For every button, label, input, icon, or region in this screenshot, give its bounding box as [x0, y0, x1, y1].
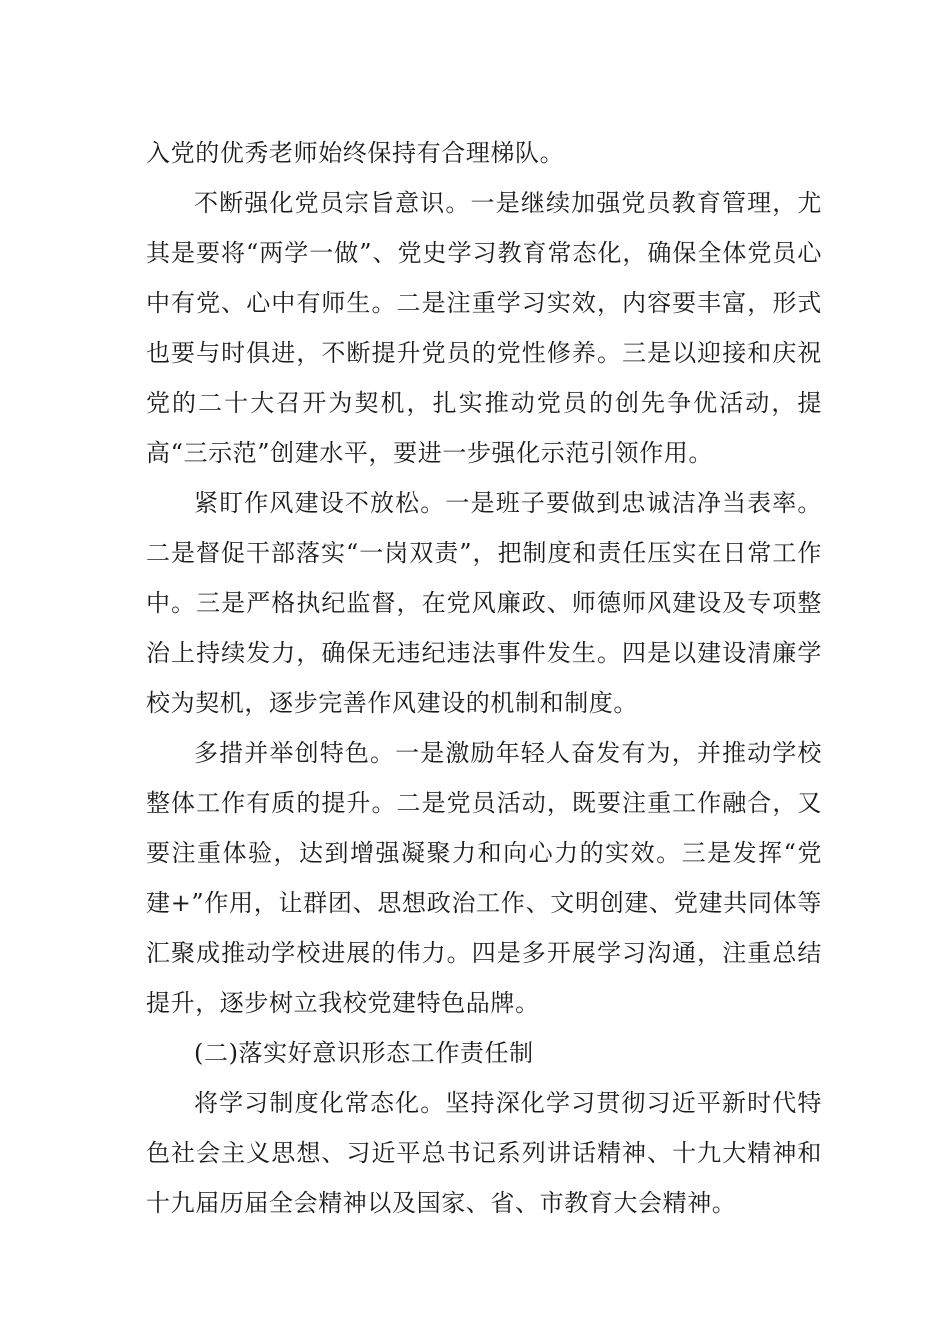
- section-heading-ideology: (二)落实好意识形态工作责任制: [194, 1039, 534, 1067]
- document-body: [146, 128, 822, 1228]
- paragraph-features: 多措并举创特色。一是激励年轻人奋发有为，并推动学校整体工作有质的提升。二是党员活动，既要注重工作融合，又要注重体验，达到增强凝聚力和向心力的实效。三是发挥“党建+”作用，让群团、思想政治工作、文明创建、党建共同体等汇聚成推动学校进展的伟力。四是多开展学习沟通，注重总结提升，逐步树立我校党建特色品牌。: [146, 739, 822, 1017]
- paragraph-continuation: 入党的优秀老师始终保持有合理梯队。: [146, 139, 565, 167]
- paragraph-study-routine: 将学习制度化常态化。坚持深化学习贯彻习近平新时代特色社会主义思想、习近平总书记系列讲话精神、十九大精神和十九届历届全会精神以及国家、省、市教育大会精神。: [146, 1089, 822, 1217]
- paragraph-party-purpose: 不断强化党员宗旨意识。一是继续加强党员教育管理，尤其是要将“两学一做”、党史学习教育常态化，确保全体党员心中有党、心中有师生。二是注重学习实效，内容要丰富，形式也要与时俱进，不断提升党员的党性修养。三是以迎接和庆祝党的二十大召开为契机，扎实推动党员的创先争优活动，提高“三示范”创建水平，要进一步强化示范引领作用。: [146, 189, 822, 467]
- paragraph-work-style: 紧盯作风建设不放松。一是班子要做到忠诚洁净当表率。二是督促干部落实“一岗双责”，把制度和责任压实在日常工作中。三是严格执纪监督，在党风廉政、师德师风建设及专项整治上持续发力，确保无违纪违法事件发生。四是以建设清廉学校为契机，逐步完善作风建设的机制和制度。: [146, 489, 822, 717]
